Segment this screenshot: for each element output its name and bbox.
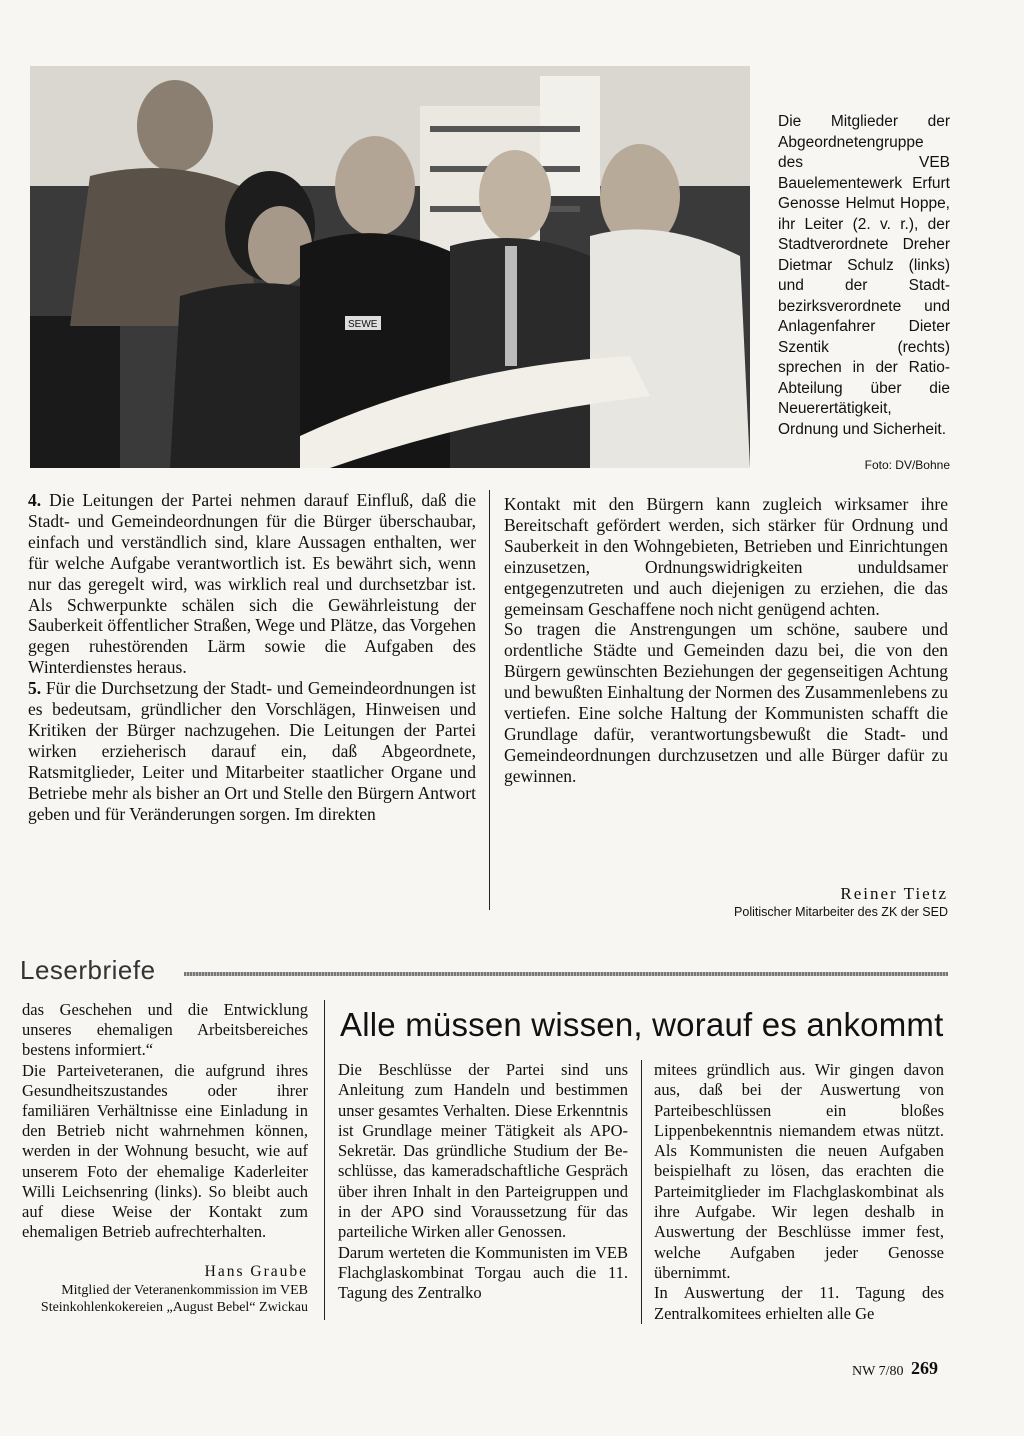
point-4 — [28, 490, 476, 678]
article-2-column-1 — [338, 1060, 628, 1304]
jacket-badge-text: SEWE — [348, 319, 378, 330]
right-paragraph-2: So tragen die Anstrengungen um schöne, saubere und ordentliche Städte und Gemeinden dazu bei, die von den Bürgern gewünschten Beziehungen der gegenseitigen Achtung und bewußten Einhaltung der Normen des Zusammenlebens zu vertiefen. Eine solche Haltung der Kommunisten schafft die Grundlage dafür, verantwortungsbewußt die Stadt- und Gemeindeordnungen durchzusetzen und alle Bürger dafür zu gewinnen. — [504, 619, 948, 786]
article-2-col1-para-2: Darum werteten die Kommunisten im VEB Flachglaskombinat Torgau auch die 11. Tagung des Zentralko — [338, 1242, 628, 1303]
letter-paragraph-2: Die Parteiveteranen, die aufgrund ihres Gesundheitszustandes oder ihrer familiären Verhältnisse eine Einladung in den Betrieb nicht wahrnehmen können, werden in der Wohnung besucht, wie auf unserem Foto der ehemalige Kaderleiter Willi Leichsenring (links). So bleibt auch auf diese Weise der Kontakt zum ehemaligen Betrieb aufrechterhalten. — [22, 1060, 308, 1242]
article-2-col2-para-2: In Auswertung der 11. Tagung des Zentralkomitees erhielten alle Ge — [654, 1283, 944, 1323]
column-divider — [489, 490, 490, 910]
point-4-number: 4. — [28, 490, 42, 510]
point-4-text: Die Leitungen der Partei nehmen darauf Einfluß, daß die Stadt- und Gemeindeordnungen für die Bürger überschaubar, einfach und verständlich sind, klare Aussagen enthalten, wer für welche Aufgabe verantwortlich ist. Es bewährt sich, wenn nur das geregelt wird, was wirklich real und durchsetzbar ist. Als Schwerpunkte schälen sich die Gewährleistung der Sauberkeit öffentlicher Straßen, Wege und Plätze, das Vorgehen gegen ruhestörenden Lärm sowie die Aufgaben des Winterdienstes heraus. — [28, 490, 476, 678]
page-number: 269 — [911, 1358, 938, 1378]
photo-credit: Foto: DV/Bohne — [864, 458, 950, 472]
letters-divider — [324, 1000, 325, 1320]
section-heading: Leserbriefe — [20, 955, 156, 985]
article-2-title: Alle müssen wissen, worauf es ankommt — [340, 1006, 944, 1043]
section-rule — [184, 972, 948, 976]
article-2-col1-para-1: Die Beschlüsse der Partei sind uns Anleitung zum Handeln und bestimmen unser gesamtes Verhalten. Diese Erkenntnis ist Grundlage meiner Tätigkeit als APO-Sekretär. Das gründliche Studium der Beschlüsse, das kameradschaftliche Gespräch über ihren Inhalt in den Parteigruppen und in der APO sind Voraussetzung für das parteiliche Wirken aller Genossen. — [338, 1060, 628, 1242]
letter-paragraph-1: das Geschehen und die Entwicklung unseres ehemaligen Arbeitsbereiches bestens informiert.“ — [22, 1000, 308, 1060]
article-2-col2-para-1: mitees gründlich aus. Wir gingen davon aus, daß bei der Auswertung von Parteibeschlüssen ein bloßes Lippenbekenntnis niemandem etwas nützt. Als Kommunisten die neuen Aufgaben beispielhaft zu lösen, das erachten die Parteimitglieder im Flachglaskombinat als ihre Aufgabe. Wir legen deshalb in Auswertung der Beschlüsse immer fest, welche Aufgaben jeder Genosse übernimmt. — [654, 1060, 944, 1282]
article-column-left — [28, 490, 476, 825]
article-author: Reiner Tietz — [840, 884, 948, 903]
letter-author: Hans Graube — [204, 1263, 308, 1280]
news-photo — [30, 66, 750, 468]
right-paragraph-1: Kontakt mit den Bürgern kann zugleich wirksamer ihre Bereitschaft gefördert werden, sich stärker für Ordnung und Sauberkeit in den Wohngebieten, Betrieben und Einrichtungen einzusetzen, Ordnungswidrigkeiten unduldsamer entgegenzutreten und auch diejenigen zu erziehen, die das gemeinsam Geschaffene noch nicht genügend achten. — [504, 494, 948, 619]
article-column-right — [504, 494, 948, 787]
photo-illustration — [30, 66, 750, 468]
article-author-role: Politischer Mitarbeiter des ZK der SED — [734, 905, 948, 919]
reader-letter — [22, 1000, 308, 1242]
point-5-text: Für die Durchsetzung der Stadt- und Gemeindeordnungen ist es bedeutsam, gründlicher den Vorschlägen, Hinweisen und Kritiken der Bürger nachzugehen. Die Leitungen der Partei wirken erzieherisch darauf ein, daß Abgeordnete, Ratsmitglieder, Leiter und Mitarbeiter staatlicher Organe und Betriebe mehr als bisher an Ort und Stelle den Bürgern Antwort geben und für Veränderungen sorgen. Im direkten — [28, 678, 476, 824]
article-2-divider — [641, 1060, 642, 1324]
letter-author-role: Mitglied der Veteranenkommission im VEB Steinkohlenkokereien „August Bebel“ Zwickau — [40, 1283, 308, 1315]
point-5-number: 5. — [28, 678, 42, 699]
point-5 — [28, 678, 476, 824]
article-2-column-2 — [654, 1060, 944, 1324]
photo-caption: Die Mitglieder der Abgeordnetengruppe des VEB Bauelementewerk Erfurt Genosse Helmut Hoppe, ihr Leiter (2. v. r.), der Stadtverordnete Dreher Dietmar Schulz (links) und der Stadtbezirksverordnete und Anlagenfahrer Dieter Szentik (rechts) sprechen in der Ratio-Abteilung über die Neuerertätigkeit, Ordnung und Sicherheit. — [778, 113, 950, 438]
issue-label: NW 7/80 — [852, 1364, 904, 1379]
